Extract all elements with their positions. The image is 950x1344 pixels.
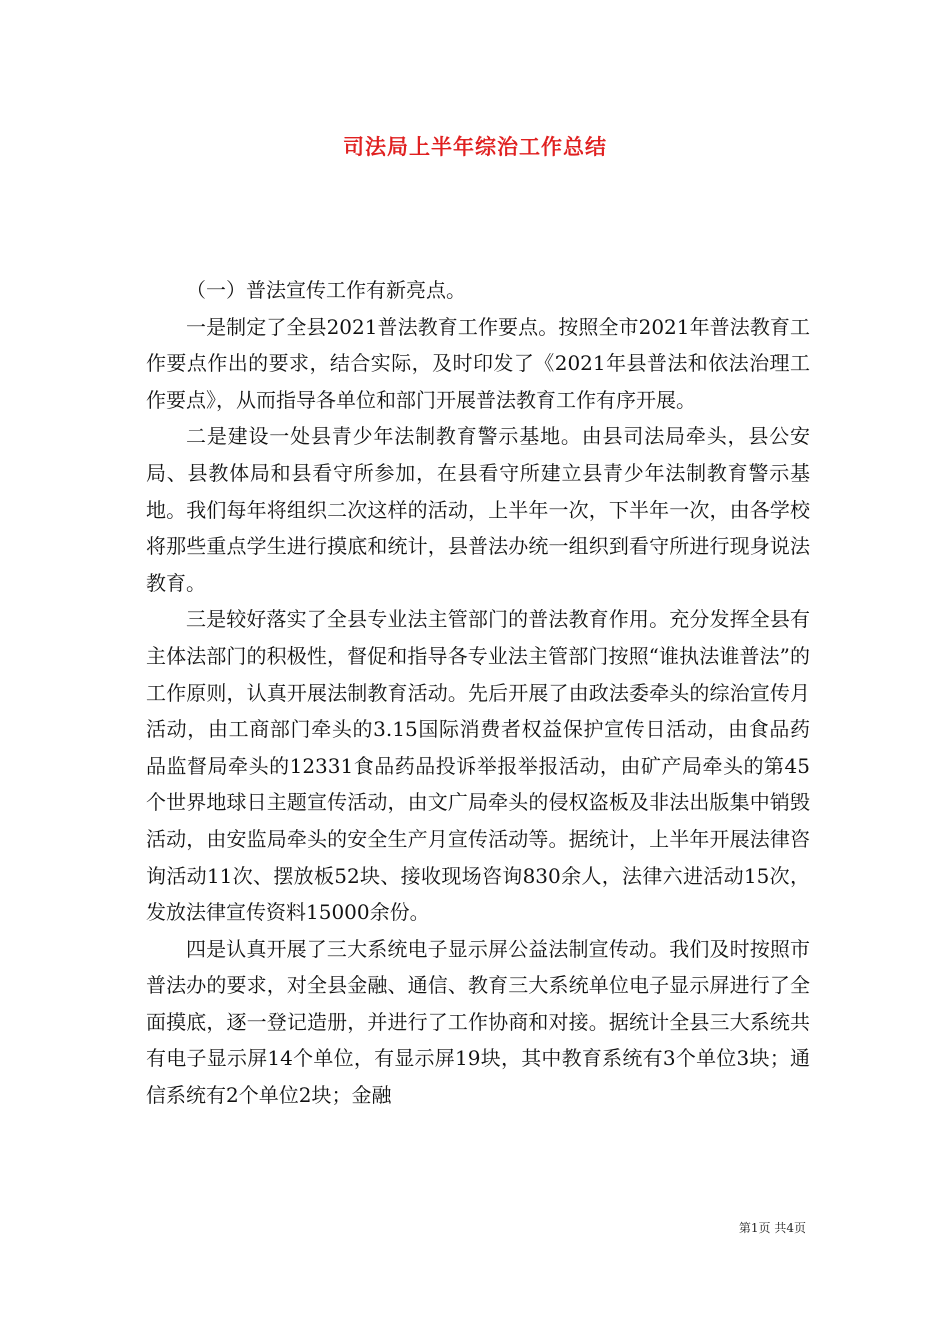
paragraph-4: 四是认真开展了三大系统电子显示屏公益法制宣传动。我们及时按照市普法办的要求，对全县金融、通信、教育三大系统单位电子显示屏进行了全面摸底，逐一登记造册，并进行了工作协商和对接。据统计全县三大系统共有电子显示屏14个单位，有显示屏19块，其中教育系统有3个单位3块；通信系统有2个单位2块；金融 <box>146 936 810 1108</box>
document-body <box>146 272 810 1114</box>
paragraph-section-heading: （一）普法宣传工作有新亮点。 <box>186 278 466 302</box>
page-title: 司法局上半年综治工作总结 <box>343 135 607 159</box>
paragraph-3: 三是较好落实了全县专业法主管部门的普法教育作用。充分发挥全县有主体法部门的积极性，督促和指导各专业法主管部门按照“谁执法谁普法”的工作原则，认真开展法制教育活动。先后开展了由政法委牵头的综治宣传月活动，由工商部门牵头的3.15国际消费者权益保护宣传日活动，由食品药品监督局牵头的12331食品药品投诉举报举报活动，由矿产局牵头的第45个世界地球日主题宣传活动，由文广局牵头的侵权盗板及非法出版集中销毁活动，由安监局牵头的安全生产月宣传活动等。据统计，上半年开展法律咨询活动11次、摆放板52块、接收现场咨询830余人，法律六进活动15次，发放法律宣传资料15000余份。 <box>146 607 810 925</box>
paragraph-1: 一是制定了全县2021普法教育工作要点。按照全市2021年普法教育工作要点作出的要求，结合实际，及时印发了《2021年县普法和依法治理工作要点》，从而指导各单位和部门开展普法教育工作有序开展。 <box>146 314 810 412</box>
paragraph-2: 二是建设一处县青少年法制教育警示基地。由县司法局牵头，县公安局、县教体局和县看守所参加，在县看守所建立县青少年法制教育警示基地。我们每年将组织二次这样的活动，上半年一次，下半年一次，由各学校将那些重点学生进行摸底和统计，县普法办统一组织到看守所进行现身说法教育。 <box>146 424 810 595</box>
page-number-footer: 第1页 共4页 <box>738 1221 806 1235</box>
